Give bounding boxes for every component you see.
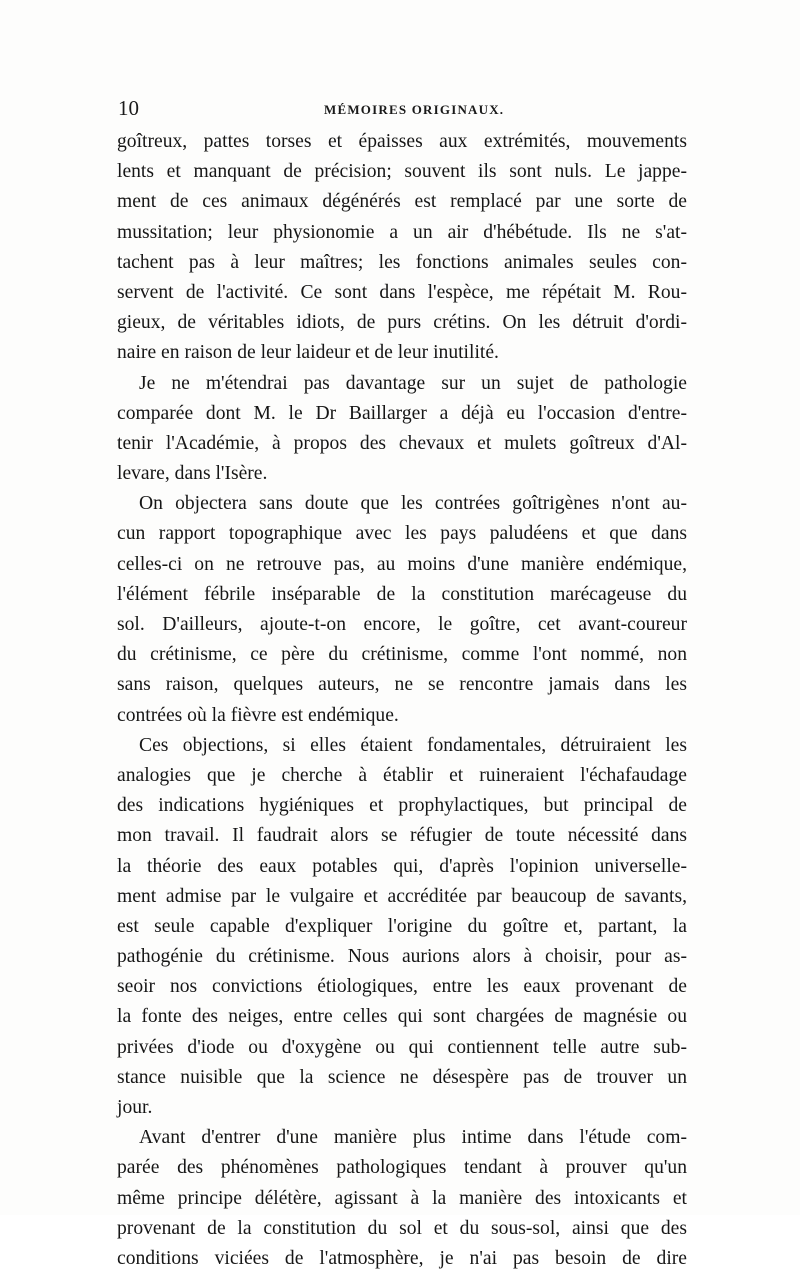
text-line: privées d'iode ou d'oxygène ou qui contiennent telle autre sub- [117,1036,687,1058]
text-line: la théorie des eaux potables qui, d'après l'opinion universelle- [117,855,687,877]
text-line: des indications hygiéniques et prophylactiques, but principal de [117,795,687,817]
text-line: parée des phénomènes pathologiques tendant à prouver qu'un [117,1157,687,1179]
paragraph-start-line: Ces objections, si elles étaient fondamentales, détruiraient les [139,734,687,756]
text-line: ment de ces animaux dégénérés est remplacé par une sorte de [117,191,687,213]
text-line: celles-ci on ne retrouve pas, au moins d'une manière endémique, [117,553,687,575]
text-line: stance nuisible que la science ne désespère pas de trouver un [117,1066,687,1088]
text-line: du crétinisme, ce père du crétinisme, comme l'ont nommé, non [117,644,687,666]
text-line: mon travail. Il faudrait alors se réfugier de toute nécessité dans [117,825,687,847]
page-header [118,96,684,120]
text-line: est seule capable d'expliquer l'origine du goître et, partant, la [117,915,687,937]
text-line: conditions viciées de l'atmosphère, je n'ai pas besoin de dire [117,1247,687,1269]
text-line: contrées où la fièvre est endémique. [117,704,399,726]
paragraph-start-line: Avant d'entrer d'une manière plus intime dans l'étude com- [139,1127,687,1149]
text-line: sans raison, quelques auteurs, ne se rencontre jamais dans les [117,674,687,696]
text-line: naire en raison de leur laideur et de leur inutilité. [117,342,499,364]
text-line: la fonte des neiges, entre celles qui sont chargées de magnésie ou [117,1006,687,1028]
paragraph-start-line: Je ne m'étendrai pas davantage sur un sujet de pathologie [139,372,687,394]
text-line: mussitation; leur physionomie a un air d'hébétude. Ils ne s'at- [117,221,687,243]
text-line: comparée dont M. le Dr Baillarger a déjà eu l'occasion d'entre- [117,402,687,424]
text-line: pathogénie du crétinisme. Nous aurions alors à choisir, pour as- [117,946,687,968]
running-title: MÉMOIRES ORIGINAUX. [324,102,505,117]
text-line: gieux, de véritables idiots, de purs crétins. On les détruit d'ordi- [117,312,687,334]
text-line: tenir l'Académie, à propos des chevaux et mulets goîtreux d'Al- [117,432,687,454]
text-line: provenant de la constitution du sol et du sous-sol, ainsi que des [117,1217,687,1239]
text-line: l'élément fébrile inséparable de la constitution marécageuse du [117,583,687,605]
text-line: tachent pas à leur maîtres; les fonctions animales seules con- [117,251,687,273]
body-text [117,127,687,1274]
text-line: levare, dans l'Isère. [117,463,268,485]
text-line: jour. [117,1097,153,1118]
text-line: sol. D'ailleurs, ajoute-t-on encore, le goître, cet avant-coureur [117,614,687,635]
text-line: même principe délétère, agissant à la manière des intoxicants et [117,1187,687,1209]
page-number: 10 [118,96,139,120]
text-line: cun rapport topographique avec les pays paludéens et que dans [117,523,687,545]
text-line: ment admise par le vulgaire et accréditée par beaucoup de savants, [117,885,687,907]
text-line: analogies que je cherche à établir et ruineraient l'échafaudage [117,764,687,786]
paragraph-start-line: On objectera sans doute que les contrées goîtrigènes n'ont au- [139,493,687,515]
text-line: seoir nos convictions étiologiques, entre les eaux provenant de [117,976,687,998]
text-line: goîtreux, pattes torses et épaisses aux extrémités, mouvements [117,131,687,152]
text-line: servent de l'activité. Ce sont dans l'espèce, me répétait M. Rou- [117,281,687,303]
text-line: lents et manquant de précision; souvent ils sont nuls. Le jappe- [117,161,687,183]
